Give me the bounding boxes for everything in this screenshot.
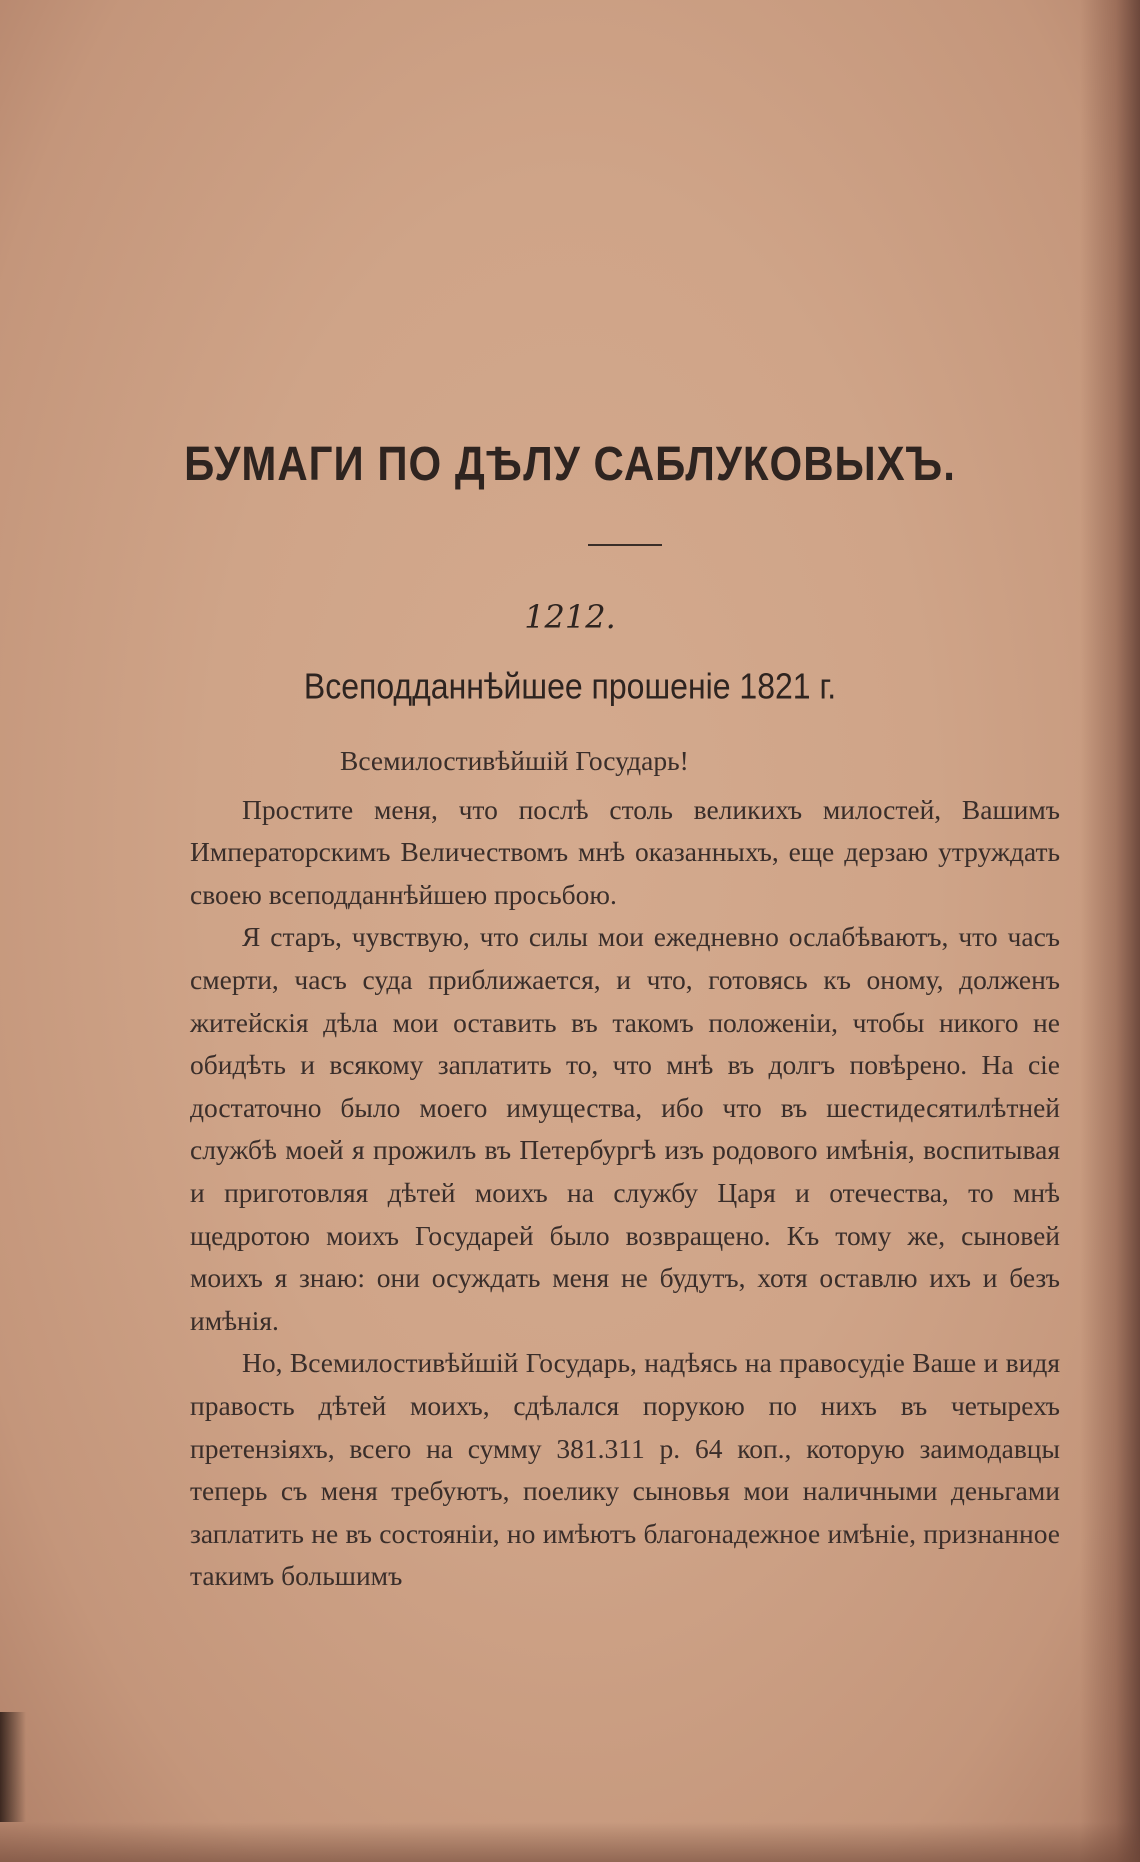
section-title: БУМАГИ ПО ДѢЛУ САБЛУКОВЫХЪ. — [184, 436, 956, 491]
letter-body — [190, 740, 1060, 1598]
scan-corner-mark — [0, 1712, 26, 1822]
title-divider — [588, 544, 662, 546]
page-bottom-shadow — [0, 1822, 1140, 1862]
salutation: Всемилостивѣйшій Государь! — [340, 745, 689, 776]
paragraph: Простите меня, что послѣ столь великихъ милостей, Вашимъ Императорскимъ Величествомъ мнѣ оказанныхъ, еще дерзаю утруждать своею всеподданнѣйшею просьбою. — [190, 793, 1060, 910]
document-number: 1212. — [524, 598, 616, 636]
page-edge-shadow — [1080, 0, 1140, 1862]
paragraph: Я старъ, чувствую, что силы мои ежедневно ослабѣваютъ, что часъ смерти, часъ суда приближается, и что, готовясь къ оному, долженъ житейскія дѣла мои оставить въ такомъ положеніи, чтобы никого не обидѣть и всякому заплатить то, что мнѣ въ долгъ повѣрено. На сіе достаточно было моего имущества, ибо что въ шестидесятилѣтней службѣ моей я прожилъ въ Петербургѣ изъ родового имѣнія, воспитывая и приготовляя дѣтей моихъ на службу Царя и отечества, то мнѣ щедротою моихъ Государей было возвращено. Къ тому же, сыновей моихъ я знаю: они осуждать меня не будутъ, хотя оставлю ихъ и безъ имѣнія. — [190, 921, 1060, 1336]
document-heading: Всеподданнѣйшее прошеніе 1821 г. — [303, 665, 837, 707]
paragraph: Но, Всемилостивѣйшій Государь, надѣясь на правосудіе Ваше и видя правость дѣтей моихъ, сдѣлался порукою по нихъ въ четырехъ претензіяхъ, всего на сумму 381.311 р. 64 коп., которую заимодавцы теперь съ меня требуютъ, поелику сыновья мои наличными деньгами заплатить не въ состояніи, но имѣютъ благонадежное имѣніе, признанное такимъ большимъ — [190, 1347, 1060, 1592]
